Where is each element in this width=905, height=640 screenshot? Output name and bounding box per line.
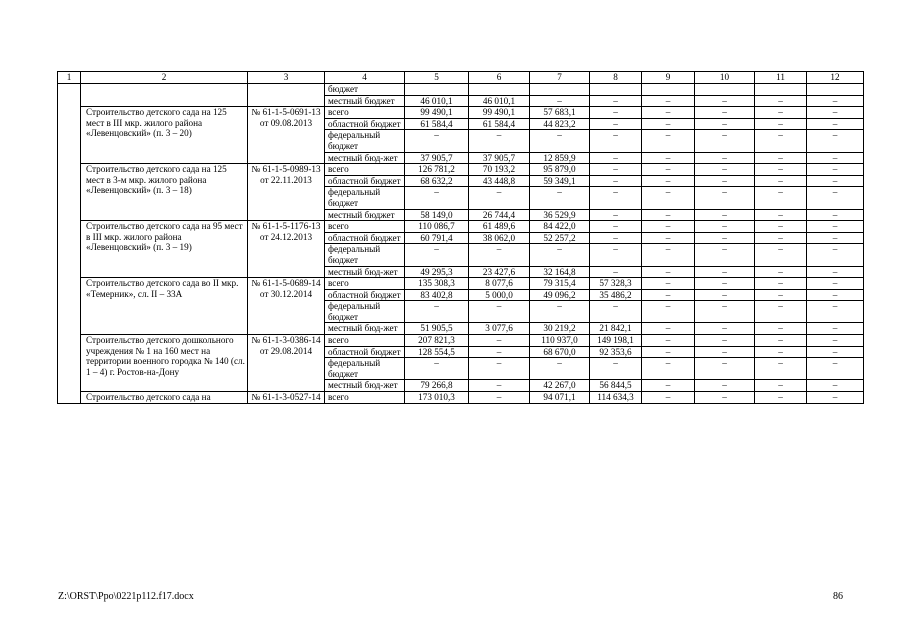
funding-source: федеральный бюджет xyxy=(325,301,405,323)
registration-number: № 61-1-5-0989-13 от 22.11.2013 xyxy=(248,164,325,221)
amount-cell: – xyxy=(807,392,864,404)
amount-cell: – xyxy=(590,244,642,266)
amount-cell: – xyxy=(590,130,642,152)
amount-cell: – xyxy=(590,221,642,233)
amount-cell: – xyxy=(807,335,864,347)
amount-cell: 61 584,4 xyxy=(405,118,469,130)
column-number: 4 xyxy=(325,72,405,84)
column-number: 10 xyxy=(695,72,755,84)
amount-cell: – xyxy=(530,95,590,107)
amount-cell: – xyxy=(642,107,695,119)
amount-cell: – xyxy=(530,301,590,323)
amount-cell: 79 266,8 xyxy=(405,380,469,392)
amount-cell: – xyxy=(807,187,864,209)
amount-cell xyxy=(807,84,864,96)
amount-cell: – xyxy=(469,358,530,380)
table-row xyxy=(58,84,864,96)
amount-cell: – xyxy=(807,118,864,130)
amount-cell: – xyxy=(807,289,864,301)
amount-cell: – xyxy=(755,289,807,301)
table-row xyxy=(58,221,864,233)
amount-cell xyxy=(755,84,807,96)
amount-cell: – xyxy=(590,301,642,323)
amount-cell: – xyxy=(755,95,807,107)
amount-cell: – xyxy=(755,358,807,380)
amount-cell: 79 315,4 xyxy=(530,278,590,290)
object-name: Строительство детского сада на 125 мест в III мкр. жилого района «Левенцовский» (п. 3 – 20) xyxy=(81,107,248,164)
amount-cell: – xyxy=(755,107,807,119)
amount-cell: – xyxy=(530,187,590,209)
amount-cell: – xyxy=(642,266,695,278)
amount-cell: 58 149,0 xyxy=(405,209,469,221)
object-name: Строительство детского сада на xyxy=(81,392,248,404)
amount-cell: 70 193,2 xyxy=(469,164,530,176)
amount-cell xyxy=(469,84,530,96)
amount-cell: 84 422,0 xyxy=(530,221,590,233)
column-number-row xyxy=(58,72,864,84)
amount-cell: 43 448,8 xyxy=(469,175,530,187)
amount-cell: – xyxy=(695,346,755,358)
amount-cell: 110 937,0 xyxy=(530,335,590,347)
funding-source: местный бюд-жет xyxy=(325,380,405,392)
amount-cell: 128 554,5 xyxy=(405,346,469,358)
amount-cell: – xyxy=(807,209,864,221)
funding-source: всего xyxy=(325,221,405,233)
amount-cell: – xyxy=(642,335,695,347)
funding-source: всего xyxy=(325,392,405,404)
amount-cell: – xyxy=(695,232,755,244)
amount-cell: – xyxy=(755,346,807,358)
amount-cell: – xyxy=(695,152,755,164)
funding-source: местный бюд-жет xyxy=(325,266,405,278)
funding-source: федеральный бюджет xyxy=(325,187,405,209)
amount-cell: – xyxy=(642,175,695,187)
amount-cell: – xyxy=(469,335,530,347)
amount-cell: – xyxy=(755,392,807,404)
object-name: Строительство детского дошкольного учреждения № 1 на 160 мест на территории военного городка № 140 (сл. 1 – 4) г. Ростов-на-Дону xyxy=(81,335,248,392)
amount-cell: 114 634,3 xyxy=(590,392,642,404)
amount-cell: – xyxy=(807,130,864,152)
amount-cell: – xyxy=(695,289,755,301)
amount-cell: – xyxy=(642,380,695,392)
amount-cell: – xyxy=(642,164,695,176)
amount-cell: – xyxy=(469,392,530,404)
amount-cell: – xyxy=(530,130,590,152)
amount-cell: – xyxy=(695,209,755,221)
amount-cell xyxy=(530,84,590,96)
amount-cell: 23 427,6 xyxy=(469,266,530,278)
amount-cell: – xyxy=(530,244,590,266)
amount-cell: – xyxy=(469,346,530,358)
amount-cell: – xyxy=(807,358,864,380)
column-number: 9 xyxy=(642,72,695,84)
amount-cell: – xyxy=(590,266,642,278)
amount-cell: 149 198,1 xyxy=(590,335,642,347)
amount-cell: – xyxy=(755,266,807,278)
amount-cell: – xyxy=(695,323,755,335)
amount-cell: – xyxy=(807,107,864,119)
column-number: 2 xyxy=(81,72,248,84)
amount-cell: – xyxy=(642,323,695,335)
amount-cell: – xyxy=(695,335,755,347)
column-number: 6 xyxy=(469,72,530,84)
amount-cell: – xyxy=(642,187,695,209)
amount-cell: – xyxy=(405,187,469,209)
amount-cell: – xyxy=(695,164,755,176)
amount-cell: 38 062,0 xyxy=(469,232,530,244)
amount-cell: – xyxy=(469,187,530,209)
amount-cell: 57 328,3 xyxy=(590,278,642,290)
table-row xyxy=(58,107,864,119)
object-name xyxy=(81,84,248,107)
amount-cell: – xyxy=(695,358,755,380)
amount-cell: 26 744,4 xyxy=(469,209,530,221)
amount-cell: 68 632,2 xyxy=(405,175,469,187)
amount-cell: – xyxy=(642,152,695,164)
amount-cell: 173 010,3 xyxy=(405,392,469,404)
column-number: 12 xyxy=(807,72,864,84)
amount-cell: – xyxy=(755,323,807,335)
funding-source: областной бюджет xyxy=(325,118,405,130)
amount-cell: – xyxy=(755,380,807,392)
amount-cell: – xyxy=(642,95,695,107)
amount-cell: 46 010,1 xyxy=(405,95,469,107)
amount-cell: – xyxy=(695,221,755,233)
amount-cell: 83 402,8 xyxy=(405,289,469,301)
object-name: Строительство детского сада на 125 мест в 3-м мкр. жилого района «Левенцовский» (п. 3 – 18) xyxy=(81,164,248,221)
amount-cell: 60 791,4 xyxy=(405,232,469,244)
amount-cell: 3 077,6 xyxy=(469,323,530,335)
amount-cell: 61 489,6 xyxy=(469,221,530,233)
amount-cell: – xyxy=(807,301,864,323)
registration-number: № 61-1-3-0386-14 от 29.08.2014 xyxy=(248,335,325,392)
funding-source: областной бюджет xyxy=(325,175,405,187)
amount-cell: 46 010,1 xyxy=(469,95,530,107)
object-name: Строительство детского сада во II мкр. «Темерник», сл. II – 33А xyxy=(81,278,248,335)
amount-cell: 126 781,2 xyxy=(405,164,469,176)
amount-cell: – xyxy=(695,301,755,323)
funding-source: местный бюд-жет xyxy=(325,323,405,335)
amount-cell: – xyxy=(590,118,642,130)
amount-cell: – xyxy=(642,118,695,130)
amount-cell: 21 842,1 xyxy=(590,323,642,335)
amount-cell: 135 308,3 xyxy=(405,278,469,290)
amount-cell: – xyxy=(469,380,530,392)
funding-source: всего xyxy=(325,335,405,347)
amount-cell: 32 164,8 xyxy=(530,266,590,278)
column-number: 1 xyxy=(58,72,81,84)
amount-cell: 42 267,0 xyxy=(530,380,590,392)
amount-cell: – xyxy=(530,358,590,380)
amount-cell: 5 000,0 xyxy=(469,289,530,301)
amount-cell: – xyxy=(590,175,642,187)
amount-cell: – xyxy=(807,152,864,164)
amount-cell: – xyxy=(807,244,864,266)
amount-cell: – xyxy=(755,164,807,176)
amount-cell: – xyxy=(755,175,807,187)
amount-cell: – xyxy=(590,107,642,119)
amount-cell: 12 859,9 xyxy=(530,152,590,164)
amount-cell: – xyxy=(755,187,807,209)
amount-cell: 49 096,2 xyxy=(530,289,590,301)
amount-cell: – xyxy=(405,244,469,266)
amount-cell: 68 670,0 xyxy=(530,346,590,358)
funding-source: областной бюджет xyxy=(325,289,405,301)
amount-cell: – xyxy=(405,301,469,323)
funding-source: местный бюд-жет xyxy=(325,152,405,164)
amount-cell: – xyxy=(590,209,642,221)
funding-source: федеральный бюджет xyxy=(325,358,405,380)
amount-cell: 35 486,2 xyxy=(590,289,642,301)
column-number: 11 xyxy=(755,72,807,84)
amount-cell: 37 905,7 xyxy=(469,152,530,164)
amount-cell: – xyxy=(642,232,695,244)
amount-cell: – xyxy=(807,95,864,107)
amount-cell: – xyxy=(807,266,864,278)
page-number: 86 xyxy=(833,591,843,602)
funding-source: областной бюджет xyxy=(325,346,405,358)
registration-number: № 61-1-3-0527-14 xyxy=(248,392,325,404)
amount-cell: – xyxy=(695,107,755,119)
amount-cell: – xyxy=(755,244,807,266)
amount-cell: – xyxy=(695,175,755,187)
amount-cell: – xyxy=(755,221,807,233)
footer-file-path: Z:\ORST\Ppo\0221p112.f17.docx xyxy=(58,591,194,602)
amount-cell: 92 353,6 xyxy=(590,346,642,358)
amount-cell: 56 844,5 xyxy=(590,380,642,392)
amount-cell: – xyxy=(590,232,642,244)
amount-cell: – xyxy=(695,187,755,209)
amount-cell: – xyxy=(405,358,469,380)
amount-cell: 57 683,1 xyxy=(530,107,590,119)
funding-source: местный бюджет xyxy=(325,95,405,107)
amount-cell: – xyxy=(590,187,642,209)
funding-source: областной бюджет xyxy=(325,232,405,244)
amount-cell: 30 219,2 xyxy=(530,323,590,335)
amount-cell: – xyxy=(807,380,864,392)
amount-cell: 95 879,0 xyxy=(530,164,590,176)
amount-cell: – xyxy=(469,130,530,152)
amount-cell: 51 905,5 xyxy=(405,323,469,335)
funding-source: всего xyxy=(325,164,405,176)
amount-cell: – xyxy=(695,244,755,266)
amount-cell: 207 821,3 xyxy=(405,335,469,347)
amount-cell: – xyxy=(590,358,642,380)
amount-cell: 36 529,9 xyxy=(530,209,590,221)
funding-source: бюджет xyxy=(325,84,405,96)
column-number: 3 xyxy=(248,72,325,84)
amount-cell: 94 071,1 xyxy=(530,392,590,404)
funding-source: всего xyxy=(325,278,405,290)
amount-cell: – xyxy=(642,221,695,233)
amount-cell: 59 349,1 xyxy=(530,175,590,187)
object-name: Строительство детского сада на 95 мест в III мкр. жилого района «Левенцовский» (п. 3 – 19) xyxy=(81,221,248,278)
registration-number xyxy=(248,84,325,107)
amount-cell: – xyxy=(755,278,807,290)
amount-cell: – xyxy=(755,301,807,323)
amount-cell: – xyxy=(807,175,864,187)
amount-cell xyxy=(405,84,469,96)
amount-cell: – xyxy=(695,118,755,130)
amount-cell: – xyxy=(642,346,695,358)
amount-cell: 44 823,2 xyxy=(530,118,590,130)
column-number: 7 xyxy=(530,72,590,84)
amount-cell: – xyxy=(642,392,695,404)
registration-number: № 61-1-5-0689-14 от 30.12.2014 xyxy=(248,278,325,335)
amount-cell xyxy=(590,84,642,96)
amount-cell xyxy=(642,84,695,96)
funding-source: местный бюджет xyxy=(325,209,405,221)
amount-cell: – xyxy=(695,130,755,152)
amount-cell: – xyxy=(469,244,530,266)
amount-cell: – xyxy=(755,209,807,221)
amount-cell: – xyxy=(807,164,864,176)
amount-cell: 49 295,3 xyxy=(405,266,469,278)
amount-cell: 61 584,4 xyxy=(469,118,530,130)
amount-cell: – xyxy=(642,278,695,290)
amount-cell: 99 490,1 xyxy=(469,107,530,119)
amount-cell: – xyxy=(695,380,755,392)
amount-cell: – xyxy=(755,118,807,130)
amount-cell: 110 086,7 xyxy=(405,221,469,233)
amount-cell: 8 077,6 xyxy=(469,278,530,290)
amount-cell: – xyxy=(642,130,695,152)
amount-cell: 37 905,7 xyxy=(405,152,469,164)
column-number: 5 xyxy=(405,72,469,84)
amount-cell: 52 257,2 xyxy=(530,232,590,244)
amount-cell: – xyxy=(590,95,642,107)
amount-cell: – xyxy=(807,323,864,335)
table-row xyxy=(58,278,864,290)
registration-number: № 61-1-5-0691-13 от 09.08.2013 xyxy=(248,107,325,164)
amount-cell: – xyxy=(755,152,807,164)
column-number: 8 xyxy=(590,72,642,84)
amount-cell: – xyxy=(642,289,695,301)
amount-cell: – xyxy=(642,358,695,380)
amount-cell: – xyxy=(590,164,642,176)
amount-cell: – xyxy=(642,301,695,323)
budget-table xyxy=(57,71,864,404)
amount-cell: – xyxy=(695,95,755,107)
amount-cell: – xyxy=(755,232,807,244)
amount-cell: – xyxy=(469,301,530,323)
amount-cell: – xyxy=(755,335,807,347)
amount-cell: 99 490,1 xyxy=(405,107,469,119)
table-row xyxy=(58,164,864,176)
table-row xyxy=(58,335,864,347)
amount-cell: – xyxy=(590,152,642,164)
amount-cell xyxy=(695,84,755,96)
row-group-cell xyxy=(58,84,81,404)
amount-cell: – xyxy=(807,232,864,244)
amount-cell: – xyxy=(642,209,695,221)
registration-number: № 61-1-5-1176-13 от 24.12.2013 xyxy=(248,221,325,278)
funding-source: всего xyxy=(325,107,405,119)
amount-cell: – xyxy=(695,278,755,290)
amount-cell: – xyxy=(695,266,755,278)
amount-cell: – xyxy=(807,278,864,290)
funding-source: федеральный бюджет xyxy=(325,130,405,152)
amount-cell: – xyxy=(755,130,807,152)
amount-cell: – xyxy=(807,346,864,358)
funding-source: федеральный бюджет xyxy=(325,244,405,266)
amount-cell: – xyxy=(695,392,755,404)
table-row xyxy=(58,392,864,404)
amount-cell: – xyxy=(807,221,864,233)
amount-cell: – xyxy=(642,244,695,266)
amount-cell: – xyxy=(405,130,469,152)
